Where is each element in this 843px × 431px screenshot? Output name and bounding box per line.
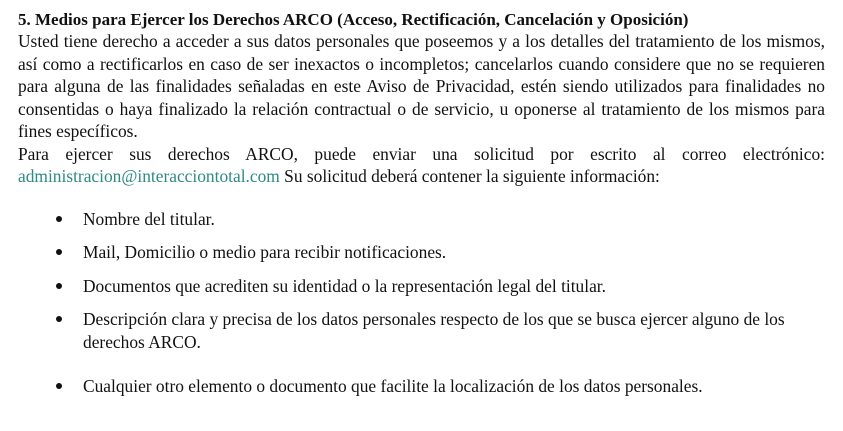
- requirements-list: [18, 208, 825, 398]
- bullet-icon: [56, 216, 62, 222]
- list-item: [18, 241, 825, 264]
- list-item-text: Nombre del titular.: [83, 208, 215, 229]
- bullet-icon: [56, 316, 62, 322]
- list-item-text: Cualquier otro elemento o documento que facilite la localización de los datos personales.: [83, 376, 703, 396]
- contact-paragraph: [18, 143, 825, 188]
- bullet-icon: [56, 383, 62, 389]
- contact-text-after: Su solicitud deberá contener la siguiente información:: [279, 166, 660, 186]
- rights-paragraph: Usted tiene derecho a acceder a sus datos personales que poseemos y a los detalles del tratamiento de los mismos, así como a rectificarlos en caso de ser inexactos o incompletos; cancelarlos cuando considere que no se requieren para alguna de las finalidades señaladas en este Aviso de Privacidad, estén siendo utilizados para finalidades no consentidas o haya finalizado la relación contractual o de servicio, u oponerse al tratamiento de los mismos para fines específicos.: [18, 31, 825, 141]
- section-heading: 5. Medios para Ejercer los Derechos ARCO (Acceso, Rectificación, Cancelación y Oposición): [18, 10, 689, 29]
- contact-text-before: Para ejercer sus derechos ARCO, puede enviar una solicitud por escrito al correo electrónico:: [18, 143, 825, 164]
- list-item-text: Documentos que acrediten su identidad o la representación legal del titular.: [83, 275, 606, 296]
- list-item: [18, 208, 825, 231]
- bullet-icon: [56, 283, 62, 289]
- list-item: [18, 308, 825, 353]
- list-item-text: Descripción clara y precisa de los datos personales respecto de los que se busca ejercer alguno de los derechos ARCO.: [83, 309, 785, 352]
- list-item-text: Mail, Domicilio o medio para recibir notificaciones.: [83, 242, 447, 262]
- bullet-icon: [56, 249, 62, 255]
- email-link[interactable]: administracion@interacciontotal.com: [18, 166, 280, 186]
- list-item: [18, 275, 825, 298]
- list-item: [18, 375, 825, 398]
